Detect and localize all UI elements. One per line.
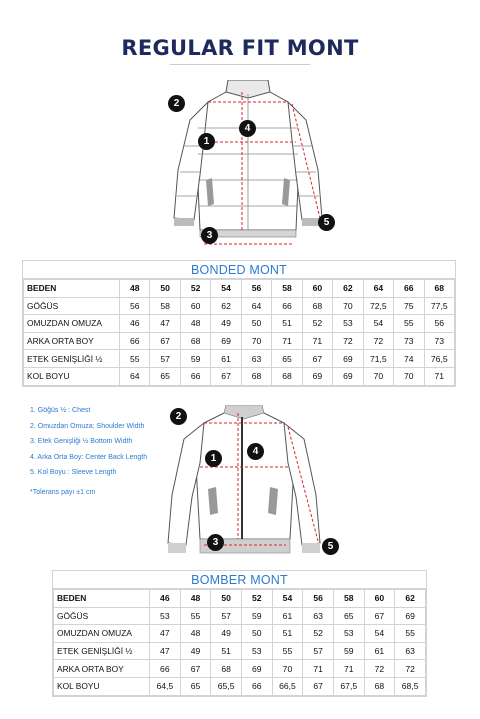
- measurement-cell: 74: [394, 350, 424, 368]
- table-row: [54, 607, 426, 625]
- page-title: REGULAR FIT MONT: [121, 36, 359, 60]
- legend-item-back-length: 4. Arka Orta Boy: Center Back Length: [30, 453, 148, 461]
- measurement-cell: 72: [363, 332, 393, 350]
- measurement-label: ETEK GENİŞLİĞİ ½: [54, 642, 150, 660]
- measurement-cell: 75: [394, 297, 424, 315]
- measurement-cell: 66: [120, 332, 150, 350]
- size-header-cell: 60: [364, 590, 395, 608]
- measurement-cell: 64,5: [150, 677, 181, 695]
- measurement-cell: 55: [120, 350, 150, 368]
- legend-item-bottom: 3. Etek Genişliği ½ Bottom Width: [30, 438, 133, 445]
- measurement-label: GÖĞÜS: [54, 607, 150, 625]
- measurement-cell: 76,5: [424, 350, 454, 368]
- measurement-cell: 52: [302, 315, 332, 333]
- size-header-cell: 60: [302, 280, 332, 298]
- measurement-cell: 49: [211, 315, 241, 333]
- tolerance-note: *Tolerans payı ±1 cm: [30, 488, 96, 496]
- measurement-cell: 57: [150, 350, 180, 368]
- table-row: [24, 350, 455, 368]
- measurement-cell: 48: [180, 625, 211, 643]
- measurement-cell: 72: [395, 660, 426, 678]
- bonded-jacket-sketch: [160, 80, 340, 252]
- measurement-cell: 63: [395, 642, 426, 660]
- size-header-cell: 64: [363, 280, 393, 298]
- measurement-label: ETEK GENİŞLİĞİ ½: [24, 350, 120, 368]
- measurement-cell: 61: [272, 607, 303, 625]
- measurement-cell: 53: [241, 642, 272, 660]
- measurement-cell: 55: [180, 607, 211, 625]
- marker-3-bonded: 3: [201, 227, 218, 244]
- measurement-cell: 63: [241, 350, 271, 368]
- size-header-cell: 54: [272, 590, 303, 608]
- measurement-cell: 69: [333, 367, 363, 385]
- measurement-cell: 72: [364, 660, 395, 678]
- measurement-cell: 71: [303, 660, 334, 678]
- size-header-cell: 58: [333, 590, 364, 608]
- measurement-cell: 49: [180, 642, 211, 660]
- size-header-cell: 68: [424, 280, 454, 298]
- measurement-cell: 68: [364, 677, 395, 695]
- table-row: [54, 677, 426, 695]
- measurement-label: OMUZDAN OMUZA: [54, 625, 150, 643]
- measurement-cell: 47: [150, 315, 180, 333]
- measurement-cell: 68: [211, 660, 242, 678]
- measurement-cell: 67: [150, 332, 180, 350]
- marker-5-bomber: 5: [322, 538, 339, 555]
- size-header-cell: 48: [180, 590, 211, 608]
- bomber-table-title: BOMBER MONT: [53, 571, 426, 589]
- marker-1-bomber: 1: [205, 450, 222, 467]
- measurement-cell: 69: [211, 332, 241, 350]
- measurement-cell: 55: [272, 642, 303, 660]
- table-row: [24, 315, 455, 333]
- marker-3-bomber: 3: [207, 534, 224, 551]
- marker-4-bomber: 4: [247, 443, 264, 460]
- table-row: [54, 625, 426, 643]
- measurement-cell: 68,5: [395, 677, 426, 695]
- measurement-cell: 73: [394, 332, 424, 350]
- measurement-cell: 54: [363, 315, 393, 333]
- measurement-cell: 50: [241, 625, 272, 643]
- measurement-cell: 50: [241, 315, 271, 333]
- bomber-size-table: [52, 570, 427, 697]
- bonded-size-table: [22, 260, 456, 387]
- marker-2-bomber: 2: [170, 408, 187, 425]
- measurement-cell: 66: [272, 297, 302, 315]
- size-header-label: BEDEN: [54, 590, 150, 608]
- measurement-label: KOL BOYU: [24, 367, 120, 385]
- measurement-cell: 61: [211, 350, 241, 368]
- measurement-cell: 71: [424, 367, 454, 385]
- measurement-cell: 60: [180, 297, 210, 315]
- measurement-label: ARKA ORTA BOY: [54, 660, 150, 678]
- measurement-cell: 59: [333, 642, 364, 660]
- size-header-cell: 54: [211, 280, 241, 298]
- measurement-cell: 67: [303, 677, 334, 695]
- measurement-cell: 53: [333, 315, 363, 333]
- table-row: [24, 297, 455, 315]
- measurement-cell: 57: [211, 607, 242, 625]
- measurement-cell: 73: [424, 332, 454, 350]
- measurement-cell: 71: [302, 332, 332, 350]
- bomber-jacket-sketch: [160, 405, 330, 560]
- size-header-cell: 52: [180, 280, 210, 298]
- measurement-cell: 56: [424, 315, 454, 333]
- measurement-cell: 68: [180, 332, 210, 350]
- size-header-cell: 46: [150, 590, 181, 608]
- legend-item-shoulder: 2. Omuzdan Omuza: Shoulder Width: [30, 422, 145, 430]
- measurement-cell: 69: [395, 607, 426, 625]
- size-header-cell: 56: [303, 590, 334, 608]
- measurement-cell: 47: [150, 642, 181, 660]
- table-header-row: [24, 280, 455, 298]
- measurement-cell: 71: [333, 660, 364, 678]
- size-header-cell: 58: [272, 280, 302, 298]
- table-row: [54, 660, 426, 678]
- measurement-cell: 70: [363, 367, 393, 385]
- legend-item-chest: 1. Göğüs ½ : Chest: [30, 407, 91, 414]
- measurement-cell: 65,5: [211, 677, 242, 695]
- measurement-cell: 77,5: [424, 297, 454, 315]
- legend-item-sleeve: 5. Kol Boyu : Sleeve Length: [30, 469, 117, 476]
- measurement-label: ARKA ORTA BOY: [24, 332, 120, 350]
- size-header-cell: 62: [333, 280, 363, 298]
- measurement-label: OMUZDAN OMUZA: [24, 315, 120, 333]
- measurement-cell: 53: [333, 625, 364, 643]
- measurement-cell: 61: [364, 642, 395, 660]
- size-header-label: BEDEN: [24, 280, 120, 298]
- measurement-cell: 63: [303, 607, 334, 625]
- measurement-cell: 65: [272, 350, 302, 368]
- measurement-cell: 56: [120, 297, 150, 315]
- table-header-row: [54, 590, 426, 608]
- title-divider: [170, 64, 310, 65]
- measurement-cell: 72: [333, 332, 363, 350]
- measurement-cell: 51: [272, 315, 302, 333]
- size-header-cell: 66: [394, 280, 424, 298]
- measurement-cell: 49: [211, 625, 242, 643]
- measurement-cell: 55: [395, 625, 426, 643]
- size-header-cell: 56: [241, 280, 271, 298]
- measurement-cell: 57: [303, 642, 334, 660]
- measurement-cell: 67: [364, 607, 395, 625]
- measurement-cell: 66: [180, 367, 210, 385]
- measurement-cell: 68: [241, 367, 271, 385]
- measurement-cell: 67: [302, 350, 332, 368]
- measurement-cell: 69: [333, 350, 363, 368]
- measurement-cell: 64: [120, 367, 150, 385]
- measurement-cell: 66,5: [272, 677, 303, 695]
- measurement-label: GÖĞÜS: [24, 297, 120, 315]
- measurement-cell: 65: [180, 677, 211, 695]
- measurement-cell: 48: [180, 315, 210, 333]
- measurement-cell: 66: [241, 677, 272, 695]
- measurement-cell: 58: [150, 297, 180, 315]
- size-header-cell: 62: [395, 590, 426, 608]
- measurement-cell: 52: [303, 625, 334, 643]
- measurement-cell: 70: [333, 297, 363, 315]
- measurement-cell: 51: [272, 625, 303, 643]
- size-header-cell: 50: [150, 280, 180, 298]
- measurement-cell: 59: [241, 607, 272, 625]
- measurement-cell: 71: [272, 332, 302, 350]
- measurement-cell: 72,5: [363, 297, 393, 315]
- measurement-cell: 65: [333, 607, 364, 625]
- size-header-cell: 48: [120, 280, 150, 298]
- table-row: [24, 367, 455, 385]
- measurement-cell: 55: [394, 315, 424, 333]
- measurement-cell: 67: [211, 367, 241, 385]
- bonded-table-title: BONDED MONT: [23, 261, 455, 279]
- measurement-cell: 51: [211, 642, 242, 660]
- measurement-cell: 68: [302, 297, 332, 315]
- measurement-cell: 59: [180, 350, 210, 368]
- measurement-cell: 68: [272, 367, 302, 385]
- measurement-cell: 70: [272, 660, 303, 678]
- marker-1-bonded: 1: [198, 133, 215, 150]
- measurement-cell: 53: [150, 607, 181, 625]
- measurement-cell: 67: [180, 660, 211, 678]
- measurement-cell: 46: [120, 315, 150, 333]
- size-header-cell: 50: [211, 590, 242, 608]
- table-row: [54, 642, 426, 660]
- measurement-cell: 62: [211, 297, 241, 315]
- measurement-cell: 47: [150, 625, 181, 643]
- table-row: [24, 332, 455, 350]
- marker-2-bonded: 2: [168, 95, 185, 112]
- measurement-cell: 65: [150, 367, 180, 385]
- measurement-cell: 69: [241, 660, 272, 678]
- measurement-cell: 70: [241, 332, 271, 350]
- measurement-cell: 66: [150, 660, 181, 678]
- measurement-cell: 54: [364, 625, 395, 643]
- marker-5-bonded: 5: [318, 214, 335, 231]
- measurement-cell: 67,5: [333, 677, 364, 695]
- measurement-cell: 70: [394, 367, 424, 385]
- size-header-cell: 52: [241, 590, 272, 608]
- measurement-label: KOL BOYU: [54, 677, 150, 695]
- measurement-cell: 69: [302, 367, 332, 385]
- marker-4-bonded: 4: [239, 120, 256, 137]
- measurement-cell: 71,5: [363, 350, 393, 368]
- measurement-cell: 64: [241, 297, 271, 315]
